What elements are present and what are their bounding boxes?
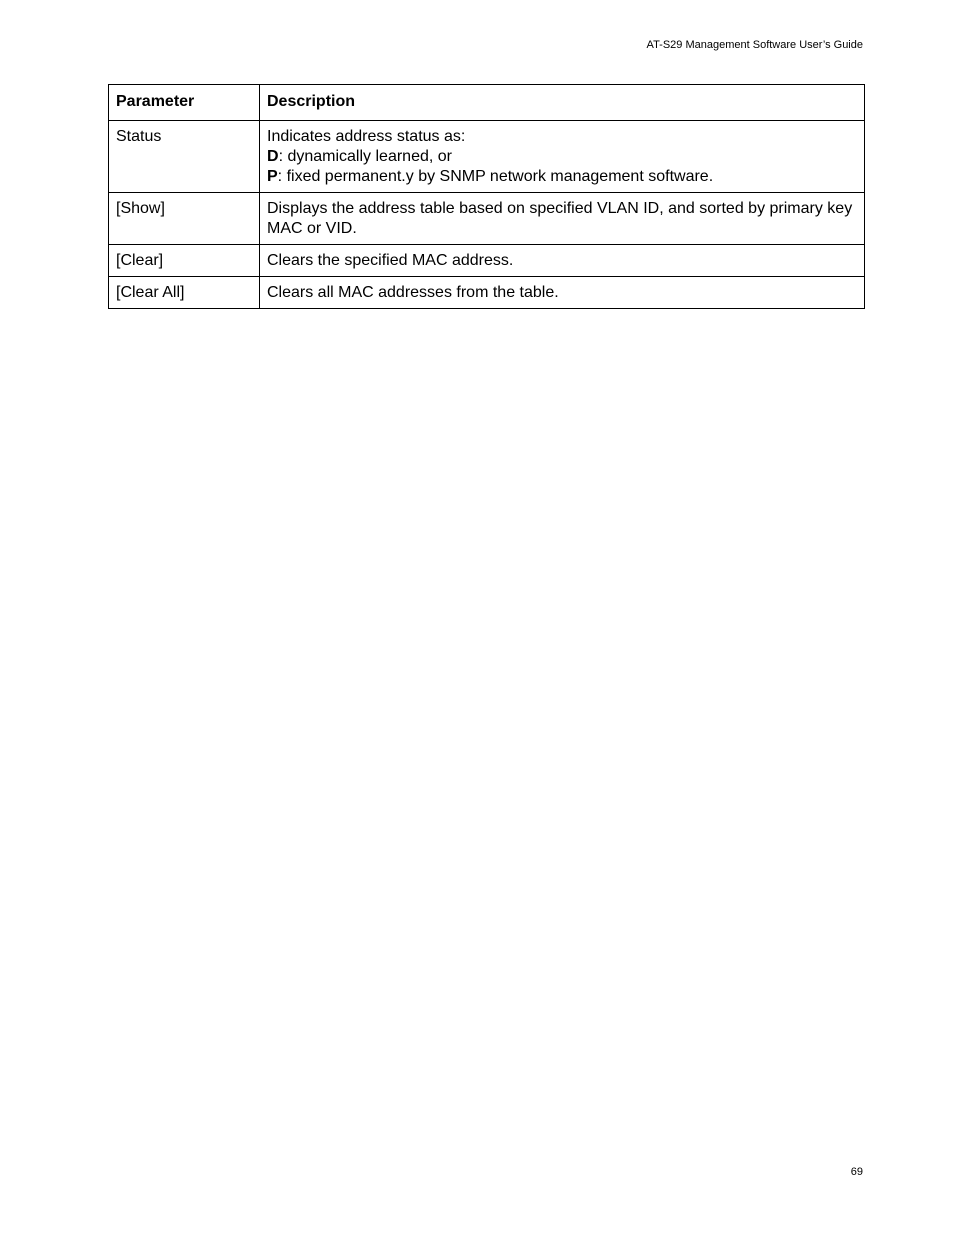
- table-row: [109, 245, 865, 277]
- running-header-title: AT-S29 Management Software User’s Guide: [646, 39, 863, 51]
- description-cell: Displays the address table based on specified VLAN ID, and sorted by primary key MAC or VID.: [260, 193, 865, 245]
- table-row: [109, 277, 865, 309]
- table-row: [109, 121, 865, 193]
- parameter-cell: [Show]: [109, 193, 260, 245]
- status-text-d: : dynamically learned, or: [278, 148, 452, 165]
- table-row: [109, 193, 865, 245]
- column-header-description: Description: [260, 85, 865, 121]
- parameter-cell: [Clear]: [109, 245, 260, 277]
- page-number: 69: [850, 1166, 863, 1178]
- status-key-d: D: [267, 148, 279, 165]
- status-text-p: : fixed permanent.y by SNMP network management software.: [277, 168, 714, 185]
- description-cell: [260, 121, 865, 193]
- column-header-parameter: Parameter: [109, 85, 260, 121]
- status-key-p: P: [267, 168, 278, 185]
- parameter-cell: [Clear All]: [109, 277, 260, 309]
- table-header-row: [109, 85, 865, 121]
- description-cell: Clears all MAC addresses from the table.: [260, 277, 865, 309]
- status-intro-text: Indicates address status as:: [267, 128, 466, 145]
- description-cell: Clears the specified MAC address.: [260, 245, 865, 277]
- parameter-table: [108, 84, 865, 309]
- status-option-p: [267, 167, 857, 187]
- status-option-d: [267, 147, 857, 167]
- parameter-cell: Status: [109, 121, 260, 193]
